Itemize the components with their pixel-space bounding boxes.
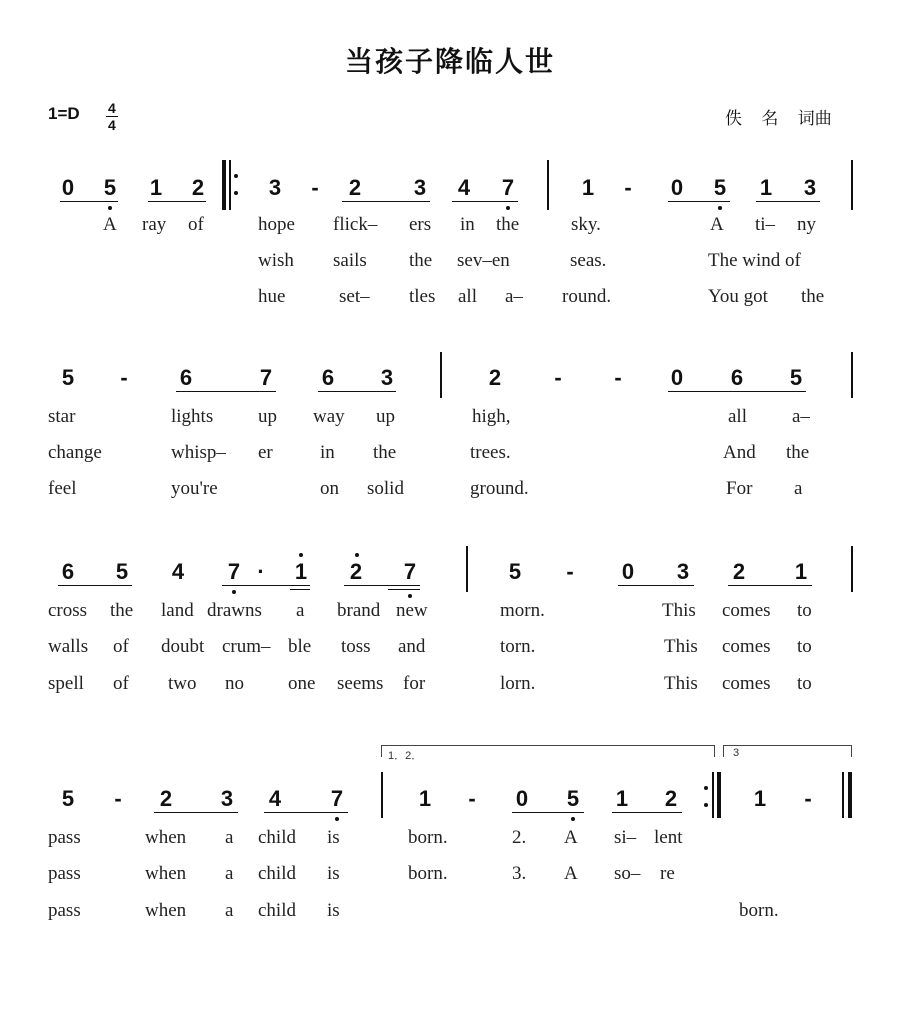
note: 2: [191, 175, 205, 200]
lyric: You got: [708, 286, 768, 307]
barline: [381, 772, 383, 818]
beam: [756, 201, 820, 202]
lyric: 2.: [512, 827, 527, 848]
note: 1: [759, 175, 773, 200]
lyric: feel: [48, 478, 77, 499]
note: 1: [581, 175, 595, 200]
lyric: up: [376, 406, 395, 427]
lyric: hue: [258, 286, 286, 307]
beam: [388, 589, 420, 590]
dash: -: [624, 175, 632, 200]
lyric: ny: [797, 214, 816, 235]
volta-1-tick: [381, 745, 382, 757]
note: 5: [566, 786, 580, 811]
repeat-dot: [704, 803, 708, 807]
volta-2-tick-end: [851, 745, 852, 757]
lyric: tles: [409, 286, 436, 307]
lyric: This: [664, 673, 698, 694]
note: 7: [403, 559, 417, 584]
dash: -: [468, 786, 476, 811]
lyric: child: [258, 827, 296, 848]
beam: [60, 201, 118, 202]
lyric: comes: [722, 673, 771, 694]
note: 0: [621, 559, 635, 584]
note: 3: [268, 175, 282, 200]
low-octave-dot: [335, 817, 339, 821]
lyric: of: [113, 673, 129, 694]
lyric: of: [188, 214, 204, 235]
lyric: is: [327, 827, 340, 848]
lyric: the: [801, 286, 825, 307]
lyric: on: [320, 478, 339, 499]
barline: [547, 160, 549, 210]
note: 5: [103, 175, 117, 200]
note: 4: [171, 559, 185, 584]
lyric: to: [797, 636, 812, 657]
beam: [728, 585, 812, 586]
lyric: A: [103, 214, 117, 235]
lyric: a: [296, 600, 305, 621]
lyric: er: [258, 442, 273, 463]
high-octave-dot: [299, 553, 303, 557]
lyric: born.: [408, 863, 448, 884]
note: 0: [61, 175, 75, 200]
lyric: A: [710, 214, 724, 235]
note: 1: [294, 559, 308, 584]
lyric: ers: [409, 214, 432, 235]
barline: [851, 352, 853, 398]
lyric: is: [327, 863, 340, 884]
beam: [344, 585, 420, 586]
note: 0: [670, 365, 684, 390]
beam: [318, 391, 396, 392]
lyric: round.: [562, 286, 612, 307]
beam: [512, 812, 584, 813]
song-title: 当孩子降临人世: [344, 45, 555, 78]
dash: -: [614, 365, 622, 390]
lyric: to: [797, 673, 812, 694]
beam: [342, 201, 430, 202]
lyric: lent: [654, 827, 683, 848]
beam: [58, 585, 132, 586]
barline: [851, 546, 853, 592]
beam: [668, 201, 730, 202]
lyric: one: [288, 673, 316, 694]
note: 2: [664, 786, 678, 811]
beam: [668, 391, 806, 392]
lyric: hope: [258, 214, 295, 235]
note: 5: [789, 365, 803, 390]
repeat-dot: [704, 786, 708, 790]
lyric: For: [726, 478, 753, 499]
volta-1-label: 1．2．: [388, 750, 423, 762]
note: 4: [268, 786, 282, 811]
note: 0: [670, 175, 684, 200]
note: 1: [615, 786, 629, 811]
lyric: way: [313, 406, 345, 427]
note: 7: [259, 365, 273, 390]
lyric: change: [48, 442, 102, 463]
lyric: in: [320, 442, 335, 463]
note: 3: [380, 365, 394, 390]
time-sig-top: 4: [108, 100, 116, 116]
note: 6: [730, 365, 744, 390]
lyric: high,: [472, 406, 511, 427]
lyric: a: [225, 863, 234, 884]
beam: [222, 585, 310, 586]
dash: -: [311, 175, 319, 200]
lyric: born.: [408, 827, 448, 848]
lyric: ti–: [755, 214, 776, 235]
lyric: a: [225, 827, 234, 848]
note: 3: [803, 175, 817, 200]
final-barline-thin: [842, 772, 844, 818]
lyric: doubt: [161, 636, 205, 657]
credit: 佚 名 词曲: [725, 109, 832, 129]
note: 2: [349, 559, 363, 584]
low-octave-dot: [571, 817, 575, 821]
lyric: all: [728, 406, 747, 427]
repeat-dot: [234, 191, 238, 195]
barline: [851, 160, 853, 210]
lyric: solid: [367, 478, 404, 499]
lyric: spell: [48, 673, 84, 694]
repeat-start-thin: [229, 160, 231, 210]
lyric: brand: [337, 600, 381, 621]
lyric: when: [145, 863, 187, 884]
lyric: a: [794, 478, 803, 499]
repeat-dot: [234, 174, 238, 178]
lyric: lorn.: [500, 673, 536, 694]
beam: [612, 812, 682, 813]
lyric: star: [48, 406, 76, 427]
lyric: walls: [48, 636, 89, 657]
dash: -: [120, 365, 128, 390]
note: 0: [515, 786, 529, 811]
beam: [154, 812, 238, 813]
note: 3: [220, 786, 234, 811]
note: 6: [321, 365, 335, 390]
lyric: when: [145, 900, 187, 921]
lyric: and: [398, 636, 426, 657]
repeat-start-thick: [222, 160, 226, 210]
lyric: This: [664, 636, 698, 657]
lyric: This: [662, 600, 696, 621]
lyric: set–: [339, 286, 370, 307]
beam: [176, 391, 276, 392]
time-sig-bottom: 4: [108, 117, 116, 133]
lyric: A: [564, 863, 578, 884]
beam: [618, 585, 694, 586]
lyric: for: [403, 673, 426, 694]
beam: [452, 201, 518, 202]
barline: [466, 546, 468, 592]
lyric: so–: [614, 863, 641, 884]
low-octave-dot: [108, 206, 112, 210]
note: 5: [508, 559, 522, 584]
low-octave-dot: [232, 590, 236, 594]
volta-1-tick-end: [714, 745, 715, 757]
beam: [264, 812, 348, 813]
lyric: up: [258, 406, 277, 427]
lyric: drawns: [207, 600, 262, 621]
note: 1: [418, 786, 432, 811]
note: 1: [753, 786, 767, 811]
lyric: The wind of: [708, 250, 801, 271]
lyric: you're: [171, 478, 218, 499]
lyric: toss: [341, 636, 371, 657]
lyric: pass: [48, 900, 81, 921]
note: 3: [676, 559, 690, 584]
note: 5: [115, 559, 129, 584]
lyric: seas.: [570, 250, 607, 271]
beam: [290, 589, 310, 590]
lyric: is: [327, 900, 340, 921]
lyric: A: [564, 827, 578, 848]
note: 4: [457, 175, 471, 200]
lyric: trees.: [470, 442, 511, 463]
note: 7: [330, 786, 344, 811]
note: 2: [348, 175, 362, 200]
dash: -: [114, 786, 122, 811]
repeat-end-thick: [717, 772, 721, 818]
lyric: new: [396, 600, 428, 621]
key-signature: 1=D: [48, 104, 80, 123]
lyric: seems: [337, 673, 384, 694]
lyric: cross: [48, 600, 88, 621]
lyric: of: [113, 636, 129, 657]
lyric: a–: [792, 406, 810, 427]
lyric: a–: [505, 286, 523, 307]
volta-2-label: 3: [733, 747, 740, 759]
lyric: wish: [258, 250, 294, 271]
low-octave-dot: [408, 594, 412, 598]
note: 1: [149, 175, 163, 200]
barline: [440, 352, 442, 398]
lyric: torn.: [500, 636, 536, 657]
lyric: in: [460, 214, 475, 235]
note: 5: [61, 786, 75, 811]
lyric: the: [786, 442, 810, 463]
note: 7: [501, 175, 515, 200]
high-octave-dot: [355, 553, 359, 557]
note: 2: [732, 559, 746, 584]
lyric: sky.: [571, 214, 601, 235]
note: 2: [159, 786, 173, 811]
volta-2-line: [723, 745, 851, 746]
low-octave-dot: [506, 206, 510, 210]
note: 6: [179, 365, 193, 390]
lyric: no: [225, 673, 244, 694]
lyric: the: [373, 442, 397, 463]
lyric: comes: [722, 636, 771, 657]
lyric: all: [458, 286, 477, 307]
note: 7: [227, 559, 241, 584]
dash: -: [566, 559, 574, 584]
lyric: the: [110, 600, 134, 621]
lyric: whisp–: [171, 442, 226, 463]
lyric: born.: [739, 900, 779, 921]
note: 5: [713, 175, 727, 200]
dot-augment: ·: [257, 559, 265, 584]
note: 1: [794, 559, 808, 584]
lyric: child: [258, 863, 296, 884]
lyric: the: [409, 250, 433, 271]
final-barline-thick: [848, 772, 852, 818]
lyric: pass: [48, 863, 81, 884]
lyric: two: [168, 673, 197, 694]
lyric: to: [797, 600, 812, 621]
lyric: And: [723, 442, 756, 463]
lyric: sails: [333, 250, 367, 271]
note: 6: [61, 559, 75, 584]
lyric: land: [161, 600, 194, 621]
lyric: flick–: [333, 214, 378, 235]
lyric: ble: [288, 636, 312, 657]
dash: -: [804, 786, 812, 811]
lyric: when: [145, 827, 187, 848]
volta-1-line: [381, 745, 714, 746]
low-octave-dot: [718, 206, 722, 210]
lyric: pass: [48, 827, 81, 848]
lyric: ground.: [470, 478, 529, 499]
lyric: ray: [142, 214, 167, 235]
lyric: crum–: [222, 636, 271, 657]
lyric: 3.: [512, 863, 527, 884]
lyric: sev–en: [457, 250, 510, 271]
repeat-end-thin: [712, 772, 714, 818]
beam: [148, 201, 206, 202]
lyric: re: [660, 863, 675, 884]
note: 5: [61, 365, 75, 390]
lyric: comes: [722, 600, 771, 621]
lyric: si–: [614, 827, 637, 848]
lyric: the: [496, 214, 520, 235]
lyric: child: [258, 900, 296, 921]
volta-2-tick: [723, 745, 724, 757]
lyric: a: [225, 900, 234, 921]
note: 3: [413, 175, 427, 200]
dash: -: [554, 365, 562, 390]
lyric: morn.: [500, 600, 545, 621]
lyric: lights: [171, 406, 214, 427]
note: 2: [488, 365, 502, 390]
